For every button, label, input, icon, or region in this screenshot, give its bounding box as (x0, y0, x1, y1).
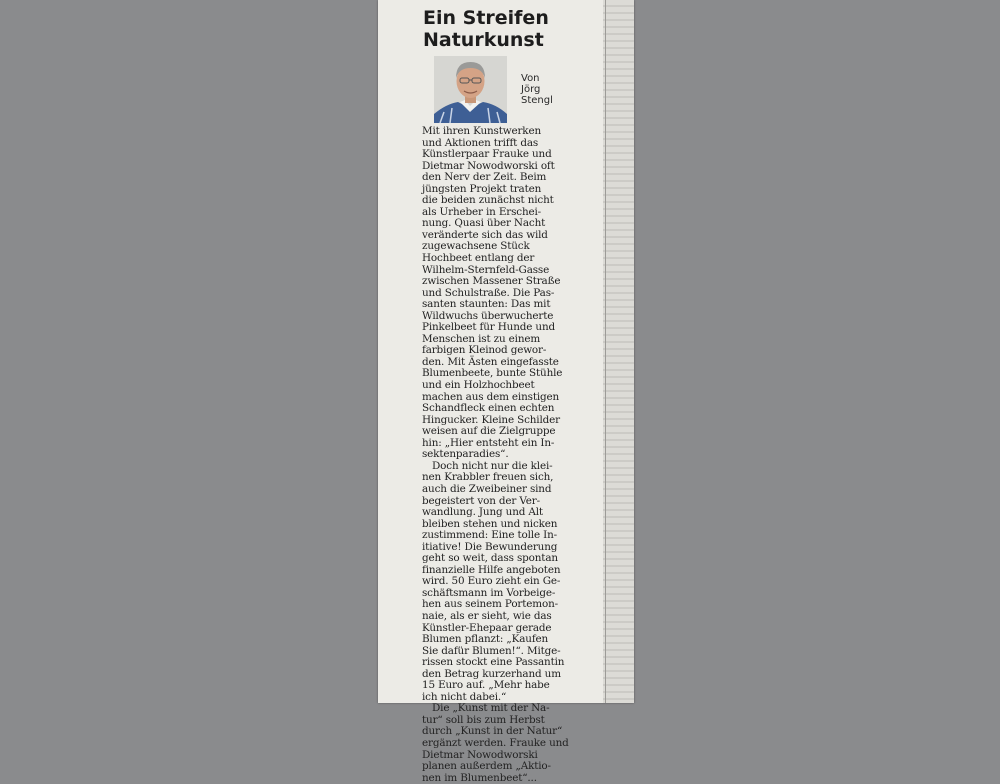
article-paragraph-3: Die „Kunst mit der Na- tur“ soll bis zum Herbst durch „Kunst in der Natur“ ergänzt werden. Frauke und Dietmar Nowodworski planen außerdem „Aktio- nen im Blumenbeet“... (422, 702, 569, 784)
byline-von: Von (521, 73, 540, 84)
author-portrait-icon (434, 56, 507, 123)
article-body (422, 126, 598, 784)
byline (521, 73, 553, 106)
headline-line-2: Naturkunst (423, 29, 544, 51)
author-photo (434, 56, 507, 123)
byline-last-name: Stengl (521, 95, 553, 106)
headline-line-1: Ein Streifen (423, 7, 549, 29)
column-divider (605, 0, 606, 703)
newspaper-clipping (378, 0, 634, 784)
headline (423, 7, 603, 51)
adjacent-column-bleed (603, 0, 634, 703)
article-paragraph-1: Mit ihren Kunstwerken und Aktionen trifft das Künstlerpaar Frauke und Dietmar Nowodworski oft den Nerv der Zeit. Beim jüngsten Projekt traten die beiden zunächst nicht als Urheber in Erschei- nung. Quasi über Nacht veränderte sich das wild zugewachsene Stück Hochbeet entlang der Wilhelm-Sternfeld-Gasse zwischen Massener Straße und Schulstraße. Die Pas- santen staunten: Das mit Wildwuchs überwucherte Pinkelbeet für Hunde und Menschen ist zu einem farbigen Kleinod gewor- den. Mit Ästen eingefasste Blumenbeete, bunte Stühle und ein Holzhochbeet machen aus dem einstigen Schandfleck einen echten Hingucker. Kleine Schilder weisen auf die Zielgruppe hin: „Hier entsteht ein In- sektenparadies“. (422, 125, 563, 461)
byline-first-name: Jörg (521, 84, 541, 95)
article-paragraph-2: Doch nicht nur die klei- nen Krabbler freuen sich, auch die Zweibeiner sind begeistert von der Ver- wandlung. Jung und Alt bleiben stehen und nicken zustimmend: Eine tolle In- itiative! Die Bewunderung geht so weit, dass spontan finanzielle Hilfe angeboten wird. 50 Euro zieht ein Ge- schäftsmann im Vorbeige- hen aus seinem Portemon- naie, als er sieht, wie das Künstler-Ehepaar gerade Blumen pflanzt: „Kaufen Sie dafür Blumen!“. Mitge- rissen stockt eine Passantin den Betrag kurzerhand um 15 Euro auf. „Mehr habe ich nicht dabei.“ (422, 459, 565, 703)
